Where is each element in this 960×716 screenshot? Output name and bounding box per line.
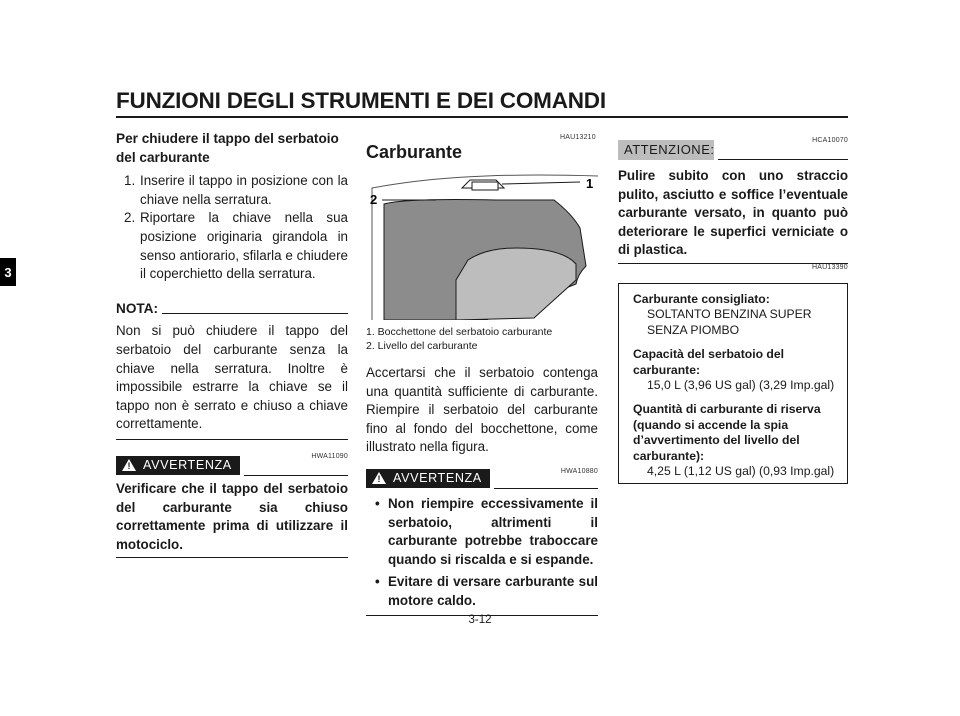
warning-code: HWA10880 <box>560 467 598 475</box>
fuel-cap-lower <box>456 248 576 320</box>
attention-header <box>618 130 848 162</box>
list-item: • Non riempire eccessivamente il serbatoio, altrimenti il carburante potrebbe traboccare quando si riscalda e si espande. <box>366 495 598 569</box>
warning-rule <box>494 488 598 489</box>
callout-1: 1 <box>586 176 594 191</box>
page-title: FUNZIONI DEGLI STRUMENTI E DEI COMANDI <box>116 88 606 113</box>
warning-triangle-icon: ! <box>122 459 136 471</box>
spec-fuel-label: Carburante consigliato: <box>633 292 770 306</box>
fuel-tank-figure <box>366 168 598 320</box>
warning-triangle-icon: ! <box>372 472 386 484</box>
spec-reserve-value: 4,25 L (1,12 US gal) (0,93 Imp.gal) <box>647 464 835 479</box>
page-number: 3-12 <box>468 614 492 626</box>
callout-2: 2 <box>370 192 378 207</box>
chapter-tab: 3 <box>0 258 16 286</box>
attention-rule <box>718 159 848 160</box>
list-item <box>116 209 348 283</box>
section-heading-close-cap: Per chiudere il tappo del serbatoio del carburante <box>116 131 339 165</box>
callout-leader-1 <box>502 182 580 184</box>
filler-cap-shape <box>472 182 498 190</box>
warning-label: AVVERTENZA <box>393 471 482 486</box>
attention-badge <box>618 140 714 160</box>
nota-rule <box>162 313 348 314</box>
spec-fuel-value: SENZA PIOMBO <box>647 322 740 337</box>
column-1 <box>116 130 348 558</box>
steps-list <box>116 172 348 284</box>
column-3 <box>618 130 848 264</box>
nota-text: Non si può chiudere il tappo del serbatoio del carburante senza la chiave nella serratura. Inoltre è impossibile estrarre la chiave se il tappo non è serrato e chiuso a chiave correttamente. <box>116 323 348 432</box>
warning-text: Verificare che il tappo del serbatoio del carburante sia chiuso correttamente prima di utilizzare il motociclo. <box>116 480 348 552</box>
spec-capacity-value: 15,0 L (3,96 US gal) (3,29 Imp.gal) <box>647 378 835 393</box>
warning-header-1 <box>116 446 348 478</box>
list-item: • Evitare di versare carburante sul motore caldo. <box>366 573 598 610</box>
warning-label: AVVERTENZA <box>143 458 232 473</box>
spec-reserve-label: Quantità di carburante di riserva (quando si accende la spia d’avvertimento del livello del carburante): <box>633 402 821 463</box>
step-number: 2. <box>124 210 136 226</box>
figure-caption-1: 1. Bocchettone del serbatoio carburante <box>366 326 553 338</box>
warning-badge <box>366 469 490 488</box>
warning-end-rule <box>116 557 348 558</box>
spec-reserve <box>633 402 847 479</box>
attention-code: HCA10070 <box>812 137 848 144</box>
warning-badge <box>116 456 240 475</box>
spec-capacity-label: Capacità del serbatoio del carburante: <box>633 347 785 377</box>
nota-header <box>116 300 348 319</box>
column-2 <box>366 326 598 616</box>
title-rule <box>116 116 848 118</box>
spec-capacity <box>633 347 847 393</box>
spec-fuel <box>633 292 847 338</box>
step-number: 1. <box>124 173 136 189</box>
spec-fuel-value: SOLTANTO BENZINA SUPER <box>647 307 812 322</box>
warning-code: HWA11090 <box>311 452 348 460</box>
spec-code: HAU13390 <box>812 264 848 271</box>
section-title: Carburante <box>366 142 463 162</box>
attention-text: Pulire subito con uno straccio pulito, asciutto e soffice l’eventuale carburante versato, in quanto può deteriorare le superfici verniciate o di plastica. <box>618 168 848 258</box>
step-text: Riportare la chiave nella sua posizione originaria girandola in senso antiorario, sfilarla e chiudere il coperchietto della serratura. <box>140 210 348 282</box>
attention-label: ATTENZIONE: <box>624 141 715 157</box>
step-text: Inserire il tappo in posizione con la chiave nella serratura. <box>140 173 348 207</box>
warning-rule <box>244 475 348 476</box>
fuel-body-text: Accertarsi che il serbatoio contenga una quantità sufficiente di carburante. Riempire il serbatoio del carburante fino al fondo del bocchettone, come illustrato nella figura. <box>366 365 598 455</box>
warning-header-2 <box>366 461 598 489</box>
fuel-spec-box <box>618 283 848 484</box>
nota-end-rule <box>116 439 348 440</box>
section-code: HAU13210 <box>560 134 596 141</box>
figure-caption-2: 2. Livello del carburante <box>366 339 478 352</box>
warning-bullets <box>366 495 598 611</box>
nota-label: NOTA: <box>116 300 159 316</box>
list-item <box>116 172 348 209</box>
